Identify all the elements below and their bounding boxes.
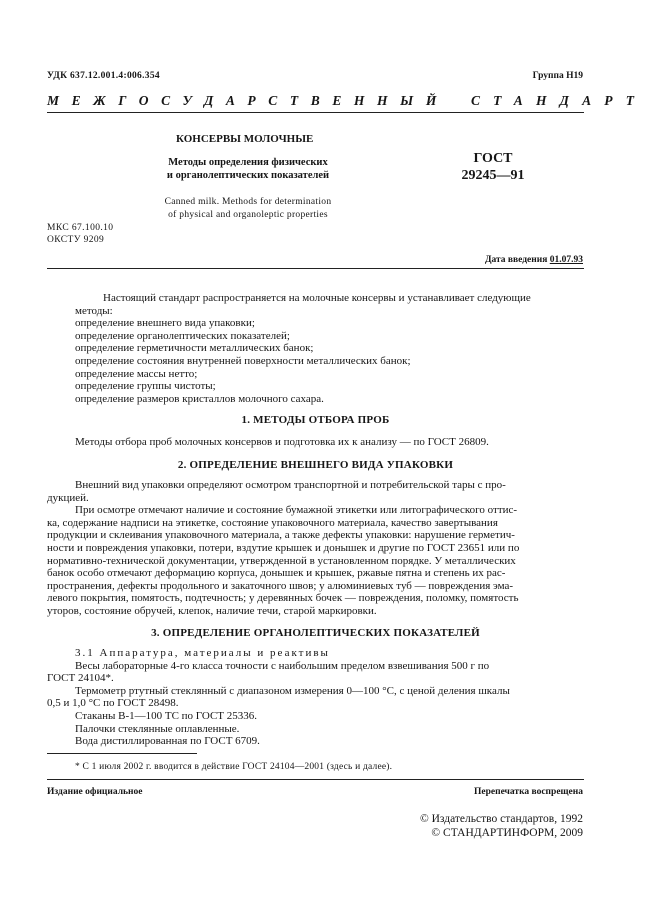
footer-divider <box>47 779 584 780</box>
text-line: левого покрытия, помятость, подтечность; у деревянных бочек — повреждения, поломку, помятость <box>47 592 519 605</box>
text-line: дукцией. <box>47 491 89 504</box>
text-line: Термометр ртутный стеклянный с диапазоном измерения 0—100 °С, с ценой деления шкалы <box>75 684 510 697</box>
list-item: определение состояния внутренней поверхности металлических банок; <box>75 354 411 367</box>
paragraph <box>47 504 584 617</box>
text-line: Весы лабораторные 4-го класса точности с наибольшим пределом взвешивания 500 г по <box>75 659 490 672</box>
gost-id: 29245—91 <box>461 168 525 183</box>
list-item: определение внешнего вида упаковки; <box>75 317 255 330</box>
banner-word-interstate: МЕЖГОСУДАРСТВЕННЫЙ <box>47 93 449 108</box>
subsection-title: 3.1 Аппаратура, материалы и реактивы <box>75 647 330 659</box>
banner-word-standard: СТАНДАРТ <box>470 93 647 108</box>
english-title-line: of physical and organoleptic properties <box>168 210 328 220</box>
section-1-text: Методы отбора проб молочных консервов и подготовка их к анализу — по ГОСТ 26809. <box>75 436 489 448</box>
text-line: Палочки стеклянные оплавленные. <box>75 722 240 735</box>
text-line: ка, содержание надписи на этикетке, состояние упаковочного материала, качество завертывания <box>47 516 498 529</box>
list-item: определение герметичности металлических банок; <box>75 342 314 355</box>
text-line: При осмотре отмечают наличие и состояние бумажной этикетки или литографического оттис- <box>75 504 518 517</box>
section-3-heading: 3. ОПРЕДЕЛЕНИЕ ОРГАНОЛЕПТИЧЕСКИХ ПОКАЗАТЕЛЕЙ <box>151 627 480 639</box>
date-value: 01.07.93 <box>549 255 583 265</box>
text-line: пространения, дефекты продольного и закаточного швов; у алюминиевых туб — повреждения эма- <box>47 579 514 592</box>
group-code: Группа Н19 <box>532 71 583 81</box>
footnote-divider <box>47 753 197 754</box>
footnote: * С 1 июля 2002 г. вводится в действие ГОСТ 24104—2001 (здесь и далее). <box>75 762 393 772</box>
gost-label: ГОСТ <box>473 151 513 166</box>
text-line: банок особо отмечают деформацию корпуса, донышек и крышек, ржавые пятна и степень их рас- <box>47 567 506 580</box>
standard-title: КОНСЕРВЫ МОЛОЧНЫЕ <box>176 133 314 145</box>
list-item: определение органолептических показателей; <box>75 329 290 342</box>
list-item: определение массы нетто; <box>75 367 198 380</box>
intro-block <box>75 292 585 405</box>
gost-number <box>448 150 538 184</box>
section-1-heading: 1. МЕТОДЫ ОТБОРА ПРОБ <box>241 414 390 426</box>
date-label: Дата введения <box>484 255 548 265</box>
header-divider <box>47 112 584 113</box>
reprint-notice: Перепечатка воспрещена <box>473 787 583 797</box>
standard-banner <box>47 93 647 109</box>
copyright-2: © СТАНДАРТИНФОРМ, 2009 <box>431 827 583 839</box>
udk-code: УДК 637.12.001.4:006.354 <box>47 71 160 81</box>
text-line: ности и повреждения упаковки, потери, вздутие крышек и донышек и другие по ГОСТ 23651 или по <box>47 541 520 554</box>
text-line: Стаканы В-1—100 ТС по ГОСТ 25336. <box>75 709 258 722</box>
title-divider <box>47 268 584 269</box>
text-line: продукции и склеивания упаковочного материала, а также дефекты упаковки: нарушение герметич- <box>47 529 515 542</box>
list-item: определение группы чистоты; <box>75 380 216 393</box>
edition-label: Издание официальное <box>47 787 143 797</box>
section-3-body <box>47 647 584 748</box>
subtitle-line: и органолептических показателей <box>166 169 330 181</box>
text-line: нормативно-технической документации, утвержденной в установленном порядке. У металлических <box>47 554 516 567</box>
text-line: уторов, состояние обручей, клепок, наличие течи, старой маркировки. <box>47 604 377 617</box>
introduction-date <box>485 255 583 265</box>
mks-code: МКС 67.100.10 <box>47 223 114 233</box>
english-title-line: Canned milk. Methods for determination <box>164 197 332 207</box>
copyright-1: © Издательство стандартов, 1992 <box>419 813 583 825</box>
text-line: Внешний вид упаковки определяют осмотром транспортной и потребительской тары с про- <box>75 479 506 491</box>
text-line: Вода дистиллированная по ГОСТ 6709. <box>75 735 260 748</box>
intro-paragraph <box>75 292 585 305</box>
list-item: определение размеров кристаллов молочного сахара. <box>75 392 324 405</box>
methods-list <box>75 317 585 405</box>
paragraph <box>47 479 584 504</box>
text-line: 0,5 и 1,0 °С по ГОСТ 28498. <box>47 697 179 710</box>
text-line: ГОСТ 24104*. <box>47 672 114 685</box>
english-title <box>150 196 346 222</box>
standard-subtitle <box>160 157 336 182</box>
intro-line: Настоящий стандарт распространяется на молочные консервы и устанавливает следующие <box>103 292 531 304</box>
subtitle-line: Методы определения физических <box>168 157 328 168</box>
intro-line-2: методы: <box>75 304 113 317</box>
classification-codes <box>47 222 113 246</box>
section-2-body <box>47 479 584 618</box>
okstu-code: ОКСТУ 9209 <box>47 235 105 245</box>
section-2-heading: 2. ОПРЕДЕЛЕНИЕ ВНЕШНЕГО ВИДА УПАКОВКИ <box>177 459 454 471</box>
